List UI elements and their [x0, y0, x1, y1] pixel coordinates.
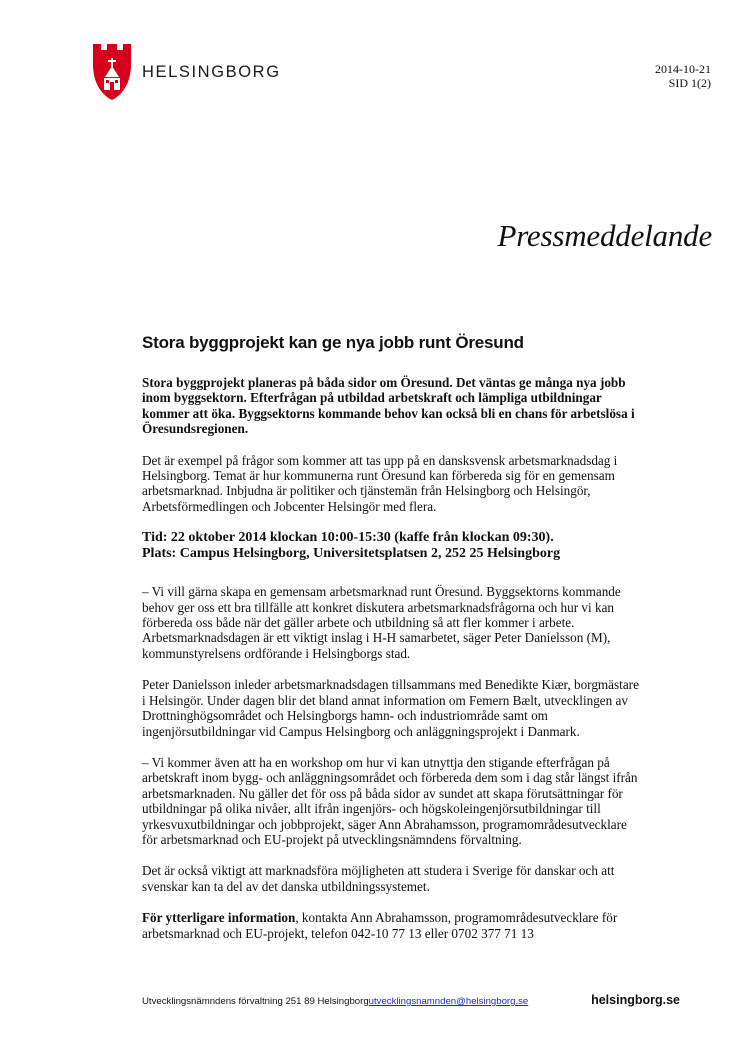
body-paragraph-4: Det är också viktigt att marknadsföra möjligheten att studera i Sverige för danskar och att svenskar kan ta del av det danska utbildningssystemet.	[142, 863, 615, 894]
footer-website[interactable]: helsingborg.se	[591, 993, 680, 1007]
body-paragraph-3: – Vi kommer även att ha en workshop om hur vi kan utnyttja den stigande efterfrågan på arbetskraft inom bygg- och anläggningsområdet och förbereda dem som i dag står längst ifrån arbetsmarknaden. Nu gäller det för oss på båda sidor av sundet att skapa förutsättningar för utbildningar på olika nivåer, allt ifrån ingenjörs- och högskoleingenjörsutbildningar till yrkesvuxutbildningar och jobbprojekt, säger Ann Abrahamsson, programområdesutvecklare för arbetsmarknad och EU-projekt på utvecklingsnämndens förvaltning.	[142, 754, 638, 847]
body-paragraph-2: Peter Danielsson inleder arbetsmarknadsdagen tillsammans med Benedikte Kiær, borgmästare i Helsingör. Under dagen blir det bland annat information om Femern Bælt, utvecklingen av Drottninghögsområdet och Helsingborgs hamn- och industriområde samt om ingenjörsutbildningar vid Campus Helsingborg och anläggningsprojekt i Danmark.	[142, 677, 639, 739]
footer-email-link[interactable]: utvecklingsnamnden@helsingborg.se	[368, 996, 529, 1007]
document-date: 2014-10-21	[655, 62, 711, 76]
helsingborg-crest-icon	[92, 44, 132, 100]
contact-text: , kontakta Ann Abrahamsson, programområdesutvecklare för arbetsmarknad och EU-projekt, telefon 042-10 77 13 eller 0702 377 71 13	[142, 910, 618, 941]
intro-paragraph: Det är exempel på frågor som kommer att tas upp på en dansksvensk arbetsmarknadsdag i Helsingborg. Temat är hur kommunerna runt Öresund kan förbereda sig för en gemensam arbetsmarknad. Inbjudna är politiker och tjänstemän från Helsingborg och Helsingör, Arbetsförmedlingen och Jobcenter Helsingör med flera.	[142, 452, 618, 514]
lead-paragraph: Stora byggprojekt planeras på båda sidor om Öresund. Det väntas ge många nya jobb inom byggsektorn. Efterfrågan på utbildad arbetskraft och lämpliga utbildningar kommer att öka. Byggsektorns kommande behov kan också bli en chans för arbetslösa i Öresundsregionen.	[142, 375, 635, 437]
document-meta	[655, 62, 711, 90]
page-title: Stora byggprojekt kan ge nya jobb runt Öresund	[142, 333, 524, 352]
event-details	[142, 530, 642, 562]
page-number: SID 1(2)	[668, 76, 711, 90]
body-paragraph-1: – Vi vill gärna skapa en gemensam arbetsmarknad runt Öresund. Byggsektorns kommande behov ger oss ett bra tillfälle att konkret diskutera arbetsmarknadsfrågorna och hur vi kan förbereda oss både när det gäller arbete och utbildning så att fler kommer i arbete. Arbetsmarknadsdagen är ett viktigt inslag i H-H samarbetet, säger Peter Danielsson (M), kommunstyrelsens ordförande i Helsingborgs stad.	[142, 584, 621, 661]
footer-address-line	[142, 996, 528, 1007]
article	[142, 333, 642, 957]
contact-label: För ytterligare information	[142, 910, 296, 926]
footer-address: Utvecklingsnämndens förvaltning 251 89 Helsingborg	[142, 996, 369, 1007]
contact-paragraph	[142, 910, 642, 941]
document-type: Pressmeddelande	[497, 218, 712, 253]
event-time: Tid: 22 oktober 2014 klockan 10:00-15:30 (kaffe från klockan 09:30).	[142, 530, 554, 546]
event-place: Plats: Campus Helsingborg, Universitetsplatsen 2, 252 25 Helsingborg	[142, 546, 561, 562]
brand-name: HELSINGBORG	[142, 63, 281, 81]
page-footer	[142, 993, 680, 1007]
